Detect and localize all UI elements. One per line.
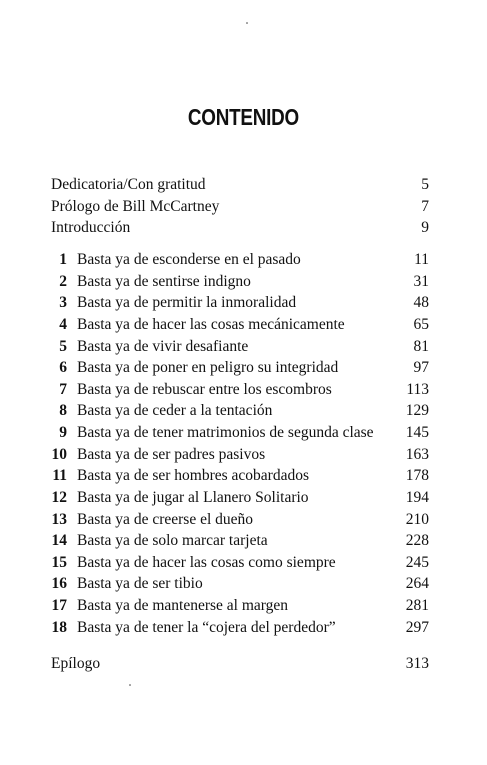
- toc-chapter-14: [51, 530, 429, 551]
- toc-entry-label: Epílogo: [51, 655, 101, 672]
- toc-title: CONTENIDO: [187, 104, 299, 130]
- chapter-number: 13: [51, 511, 67, 528]
- chapter-number: 15: [51, 554, 67, 571]
- chapter-number: 16: [51, 575, 67, 592]
- chapter-title: Basta ya de ser hombres acobardados: [77, 467, 309, 484]
- toc-chapter-17: [51, 595, 429, 616]
- chapter-page: 281: [405, 597, 429, 614]
- chapter-page: 81: [413, 338, 429, 355]
- scan-speck: [246, 22, 248, 24]
- toc-entry-dedicatoria: [51, 174, 429, 195]
- chapter-title: Basta ya de jugar al Llanero Solitario: [77, 489, 309, 506]
- chapter-number: 7: [59, 381, 67, 398]
- toc-entry-page: 313: [405, 655, 429, 672]
- chapter-number: 1: [59, 251, 67, 268]
- chapter-title: Basta ya de poner en peligro su integridad: [77, 359, 339, 376]
- chapter-title: Basta ya de tener la “cojera del perdedor”: [77, 619, 336, 636]
- toc-chapter-9: [51, 422, 429, 443]
- chapter-page: 297: [405, 619, 429, 636]
- toc-chapter-1: [51, 249, 429, 270]
- chapter-number: 9: [59, 424, 67, 441]
- toc-entry-label: Introducción: [51, 219, 131, 236]
- chapter-number: 6: [59, 359, 67, 376]
- toc-chapter-16: [51, 573, 429, 594]
- toc-entry-label: Dedicatoria/Con gratitud: [51, 176, 206, 193]
- chapter-title: Basta ya de creerse el dueño: [77, 511, 254, 528]
- chapter-page: 178: [405, 467, 429, 484]
- toc-chapter-12: [51, 487, 429, 508]
- toc-chapter-8: [51, 400, 429, 421]
- chapter-title: Basta ya de vivir desafiante: [77, 338, 249, 355]
- chapter-number: 10: [51, 446, 67, 463]
- toc-chapter-4: [51, 314, 429, 335]
- chapter-number: 12: [51, 489, 67, 506]
- chapter-number: 14: [51, 532, 67, 549]
- chapter-title: Basta ya de rebuscar entre los escombros: [77, 381, 332, 398]
- toc-chapter-18: [51, 617, 429, 638]
- chapter-page: 31: [413, 273, 429, 290]
- chapter-number: 4: [59, 316, 67, 333]
- toc-chapter-13: [51, 509, 429, 530]
- toc-chapter-2: [51, 271, 429, 292]
- chapter-title: Basta ya de esconderse en el pasado: [77, 251, 301, 268]
- chapter-title: Basta ya de solo marcar tarjeta: [77, 532, 268, 549]
- chapter-page: 48: [413, 294, 429, 311]
- chapter-number: 3: [59, 294, 67, 311]
- chapter-page: 264: [405, 575, 429, 592]
- chapter-number: 8: [59, 402, 67, 419]
- chapter-title: Basta ya de sentirse indigno: [77, 273, 251, 290]
- toc-entry-page: 9: [421, 219, 429, 236]
- toc-chapter-7: [51, 379, 429, 400]
- chapter-title: Basta ya de ser tibio: [77, 575, 203, 592]
- chapter-page: 245: [405, 554, 429, 571]
- chapter-title: Basta ya de ceder a la tentación: [77, 402, 273, 419]
- toc-chapter-5: [51, 336, 429, 357]
- chapter-number: 18: [51, 619, 67, 636]
- toc-chapter-10: [51, 444, 429, 465]
- chapter-page: 194: [405, 489, 429, 506]
- toc-entry-introduccion: [51, 217, 429, 238]
- chapter-title: Basta ya de permitir la inmoralidad: [77, 294, 297, 311]
- toc-entry-page: 7: [421, 198, 429, 215]
- chapter-page: 228: [405, 532, 429, 549]
- chapter-page: 129: [405, 402, 429, 419]
- toc-entry-page: 5: [421, 176, 429, 193]
- chapter-number: 17: [51, 597, 67, 614]
- chapter-page: 113: [406, 381, 429, 398]
- chapter-title: Basta ya de mantenerse al margen: [77, 597, 289, 614]
- toc-chapter-15: [51, 552, 429, 573]
- chapter-title: Basta ya de tener matrimonios de segunda clase: [77, 424, 374, 441]
- toc-chapter-3: [51, 292, 429, 313]
- toc-entry-prologo: [51, 196, 429, 217]
- chapter-page: 11: [414, 251, 429, 268]
- chapter-title: Basta ya de hacer las cosas como siempre: [77, 554, 336, 571]
- chapter-number: 11: [52, 467, 67, 484]
- chapter-title: Basta ya de hacer las cosas mecánicamente: [77, 316, 345, 333]
- chapter-page: 97: [413, 359, 429, 376]
- chapter-number: 5: [59, 338, 67, 355]
- chapter-number: 2: [59, 273, 67, 290]
- toc-chapter-11: [51, 465, 429, 486]
- toc-entry-label: Prólogo de Bill McCartney: [51, 198, 220, 215]
- scan-speck: [129, 684, 131, 686]
- chapter-page: 210: [405, 511, 429, 528]
- toc-chapter-6: [51, 357, 429, 378]
- toc-entry-epilogo: [51, 653, 429, 674]
- chapter-title: Basta ya de ser padres pasivos: [77, 446, 266, 463]
- chapter-page: 163: [405, 446, 429, 463]
- chapter-page: 65: [413, 316, 429, 333]
- chapter-page: 145: [405, 424, 429, 441]
